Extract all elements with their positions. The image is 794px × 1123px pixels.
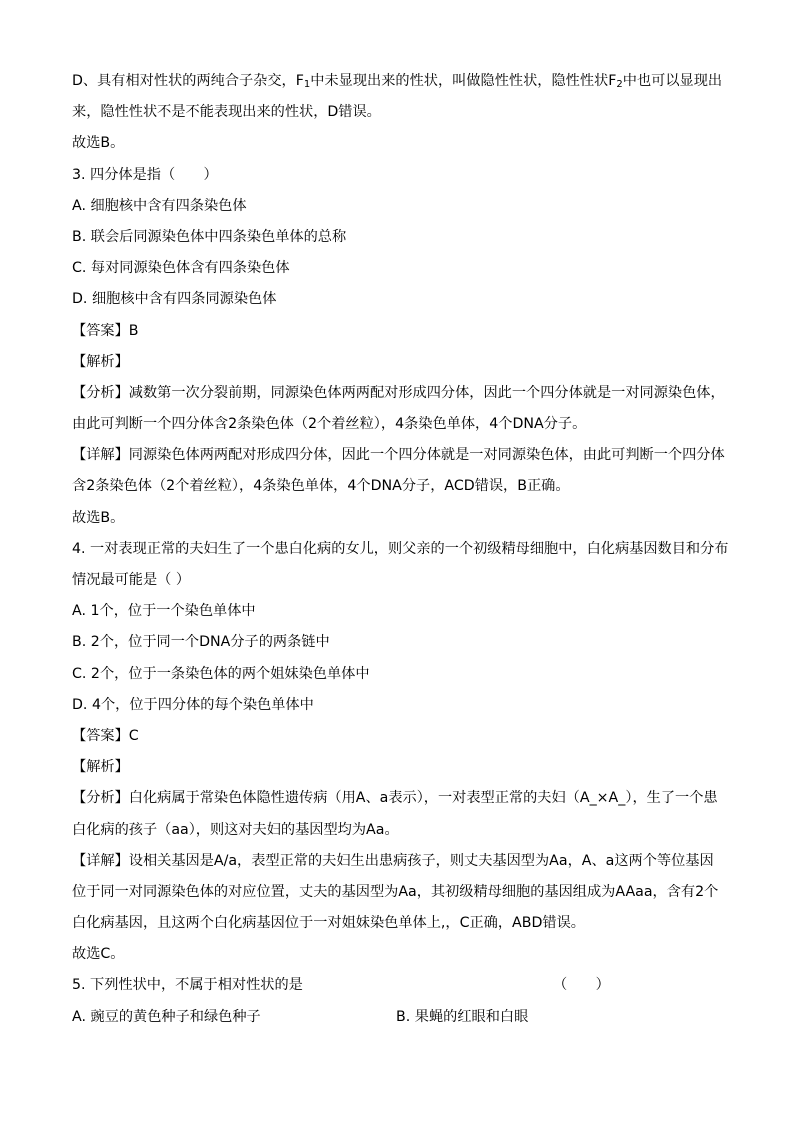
options-row xyxy=(72,1002,728,1033)
option-a: A. 1个，位于一个染色单体中 xyxy=(72,603,256,620)
answer-label: 【答案】C xyxy=(72,727,139,744)
question-3-stem: 3. 四分体是指（ ） xyxy=(72,166,218,183)
conclusion-text: 故选B。 xyxy=(72,509,125,526)
analysis-text: 由此可判断一个四分体含2条染色体（2个着丝粒），4条染色单体，4个DNA分子。 xyxy=(72,416,587,433)
option-b: B. 果蝇的红眼和白眼 xyxy=(396,1008,529,1025)
option-a: A. 豌豆的黄色种子和绿色种子 xyxy=(72,1008,261,1025)
option-d: D. 细胞核中含有四条同源染色体 xyxy=(72,291,277,308)
analysis-label: 【解析】 xyxy=(72,759,129,776)
option-a: A. 细胞核中含有四条染色体 xyxy=(72,197,247,214)
analysis-text: 【分析】白化病属于常染色体隐性遗传病（用A、a表示），一对表型正常的夫妇（A_×A_），生了一个患 xyxy=(72,790,718,807)
question-5-stem: 5. 下列性状中，不属于相对性状的是 （ ） xyxy=(72,970,728,1001)
detail-text: 白化病基因，且这两个白化病基因位于一对姐妹染色单体上,，C正确，ABD错误。 xyxy=(72,915,585,932)
detail-text: 含2条染色体（2个着丝粒），4条染色单体，4个DNA分子，ACD错误，B正确。 xyxy=(72,478,570,495)
analysis-text: 白化病的孩子（aa），则这对夫妇的基因型均为Aa。 xyxy=(72,821,399,838)
option-b: B. 联会后同源染色体中四条染色单体的总称 xyxy=(72,228,347,245)
question-4-stem: 4. 一对表现正常的夫妇生了一个患白化病的女儿，则父亲的一个初级精母细胞中，白化病基因数目和分布 xyxy=(72,540,729,557)
answer-label: 【答案】B xyxy=(72,322,139,339)
conclusion-text: 故选C。 xyxy=(72,946,125,963)
detail-text: 【详解】设相关基因是A/a，表型正常的夫妇生出患病孩子，则丈夫基因型为Aa，A、a这两个等位基因 xyxy=(72,852,714,869)
question-4-stem: 情况最可能是（ ） xyxy=(72,572,191,588)
option-d: D. 4个，位于四分体的每个染色单体中 xyxy=(72,696,314,713)
option-c: C. 每对同源染色体含有四条染色体 xyxy=(72,260,290,277)
option-b: B. 2个，位于同一个DNA分子的两条链中 xyxy=(72,634,330,651)
answer-blank: （ ） xyxy=(553,977,610,994)
detail-text: 位于同一对同源染色体的对应位置，丈夫的基因型为Aa，其初级精母细胞的基因组成为AAaa，含有2个 xyxy=(72,883,719,900)
text-line: 故选B。 xyxy=(72,135,125,152)
document-page xyxy=(72,66,728,1033)
option-c: C. 2个，位于一条染色体的两个姐妹染色单体中 xyxy=(72,665,370,682)
text-line: D、具有相对性状的两纯合子杂交，$F_1$中未显现出来的性状，叫做隐性性状，隐性性状$F_2$中也可以显现出 xyxy=(72,73,723,90)
analysis-text: 【分析】减数第一次分裂前期，同源染色体两两配对形成四分体，因此一个四分体就是一对同源染色体， xyxy=(72,384,725,401)
analysis-label: 【解析】 xyxy=(72,353,129,370)
detail-text: 【详解】同源染色体两两配对形成四分体，因此一个四分体就是一对同源染色体，由此可判断一个四分体 xyxy=(72,447,725,464)
text-line: 来，隐性性状不是不能表现出来的性状，D错误。 xyxy=(72,104,381,121)
